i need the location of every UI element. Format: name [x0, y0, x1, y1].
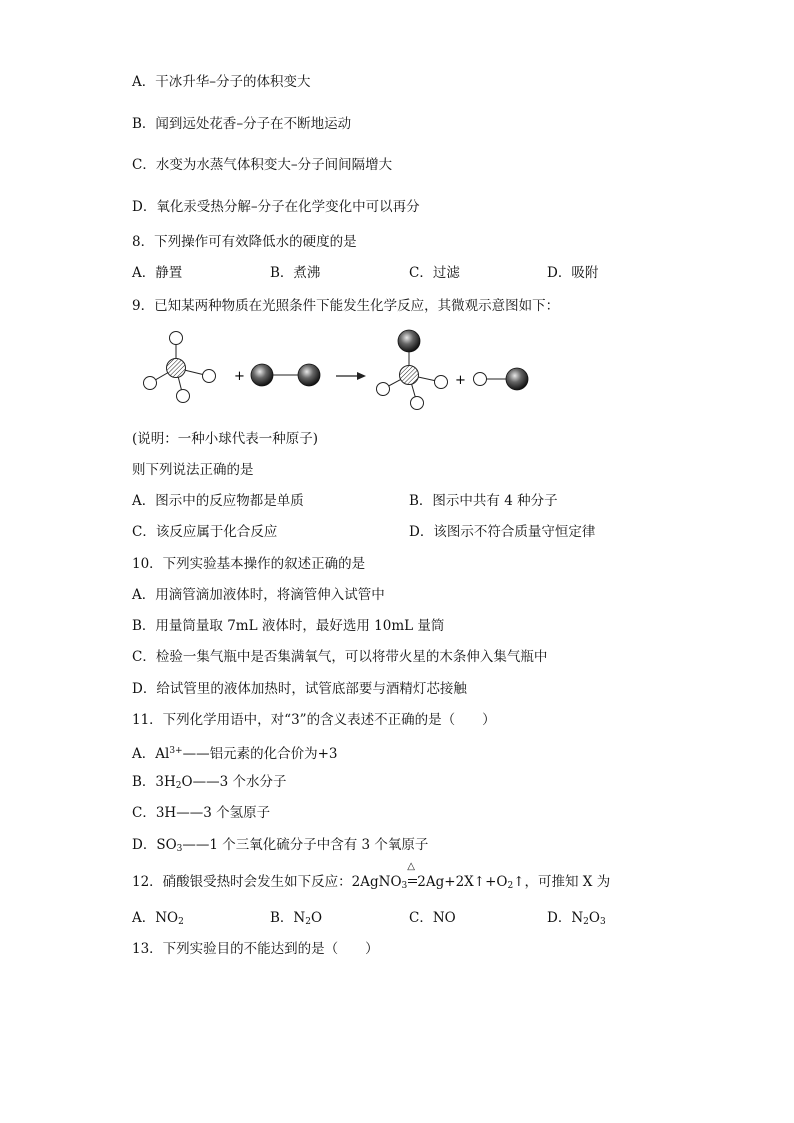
q12-stem-before: 12．硝酸银受热时会发生如下反应：2AgNO — [132, 874, 402, 890]
reaction-diagram-svg — [130, 322, 550, 417]
q11-a-symbol: A．Al — [132, 746, 170, 762]
reactant-molecule-1 — [144, 332, 216, 403]
q11-d-symbol: D．SO — [132, 837, 177, 853]
q13-stem: 13．下列实验目的不能达到的是（ ） — [132, 941, 379, 957]
plus-sign-1: + — [234, 369, 245, 384]
q12-d-mid: O — [588, 910, 600, 926]
q10-option-c: C．检验一集气瓶中是否集满氧气，可以将带火星的木条伸入集气瓶中 — [132, 649, 548, 665]
q9-stem: 9．已知某两种物质在光照条件下能发生化学反应，其微观示意图如下： — [132, 298, 560, 314]
q8-option-a: A．静置 — [132, 265, 183, 281]
q11-a-text: ——铝元素的化合价为+3 — [182, 746, 338, 762]
q11-option-b — [132, 773, 286, 795]
q12-b-rest: O — [310, 910, 323, 926]
q11-option-d — [132, 836, 428, 858]
reaction-diagram — [130, 322, 550, 417]
q12-d-text: D．N — [547, 910, 584, 926]
q10-option-d: D．给试管里的液体加热时，试管底部要与酒精灯芯接触 — [132, 681, 467, 697]
q11-b-symbol: B．3H — [132, 774, 176, 790]
q11-b-text: O——3 个水分子 — [181, 774, 287, 790]
q12-a-subscript: 2 — [178, 917, 184, 927]
q12-b-text: B．N — [270, 910, 306, 926]
q9-option-d: D．该图示不符合质量守恒定律 — [409, 524, 596, 540]
q8-option-d: D．吸附 — [547, 265, 599, 281]
q11-option-c: C．3H——3 个氢原子 — [132, 805, 271, 821]
q12-a-text: A．NO — [132, 910, 179, 926]
q7-option-a: A．干冰升华–分子的体积变大 — [132, 74, 311, 90]
q12-d-subscript-1: 2 — [583, 917, 589, 927]
q12-subscript-1: 3 — [401, 881, 408, 891]
q9-option-a: A．图示中的反应物都是单质 — [132, 493, 304, 509]
q11-d-text: ——1 个三氧化硫分子中含有 3 个氧原子 — [182, 837, 429, 853]
reactant-molecule-2 — [251, 364, 320, 386]
q11-a-charge: 3+ — [169, 746, 183, 756]
plus-sign-2: + — [455, 373, 466, 388]
q12-option-d — [547, 909, 606, 931]
product-molecule-2 — [474, 368, 529, 390]
q11-b-subscript: 2 — [175, 781, 182, 791]
q12-option-b — [270, 909, 322, 931]
q9-prompt: 则下列说法正确的是 — [132, 462, 254, 478]
q7-option-c: C．水变为水蒸气体积变大–分子间间隔增大 — [132, 157, 393, 173]
q8-option-c: C．过滤 — [409, 265, 460, 281]
heat-equals-sign — [407, 861, 417, 891]
q10-option-a: A．用滴管滴加液体时，将滴管伸入试管中 — [132, 587, 385, 603]
q12-stem-mid: 2Ag+2X↑+O — [417, 874, 508, 890]
product-molecule-1 — [377, 330, 448, 410]
q12-option-a — [132, 909, 184, 931]
q12-option-c: C．NO — [409, 910, 456, 926]
q8-stem: 8．下列操作可有效降低水的硬度的是 — [132, 234, 357, 250]
reaction-arrow — [336, 372, 366, 380]
q10-option-b: B．用量筒量取 7mL 液体时，最好选用 10mL 量筒 — [132, 618, 445, 634]
q12-stem — [132, 861, 611, 895]
q12-d-subscript-2: 3 — [599, 917, 606, 927]
q7-option-b: B．闻到远处花香–分子在不断地运动 — [132, 116, 352, 132]
q8-option-b: B．煮沸 — [270, 265, 321, 281]
q11-option-a — [132, 742, 338, 763]
q9-note: (说明：一种小球代表一种原子) — [132, 431, 319, 447]
q12-subscript-2: 2 — [507, 881, 514, 891]
q9-option-b: B．图示中共有 4 种分子 — [409, 493, 558, 509]
q12-stem-after: ↑，可推知 X 为 — [513, 874, 611, 890]
q9-option-c: C．该反应属于化合反应 — [132, 524, 278, 540]
q11-d-subscript: 3 — [176, 844, 183, 854]
heat-triangle-icon: △ — [407, 861, 415, 872]
q11-stem: 11．下列化学用语中，对“3”的含义表述不正确的是（ ） — [132, 712, 496, 728]
q10-stem: 10．下列实验基本操作的叙述正确的是 — [132, 556, 366, 572]
q7-option-d: D．氧化汞受热分解–分子在化学变化中可以再分 — [132, 199, 420, 215]
q12-b-subscript: 2 — [305, 917, 311, 927]
